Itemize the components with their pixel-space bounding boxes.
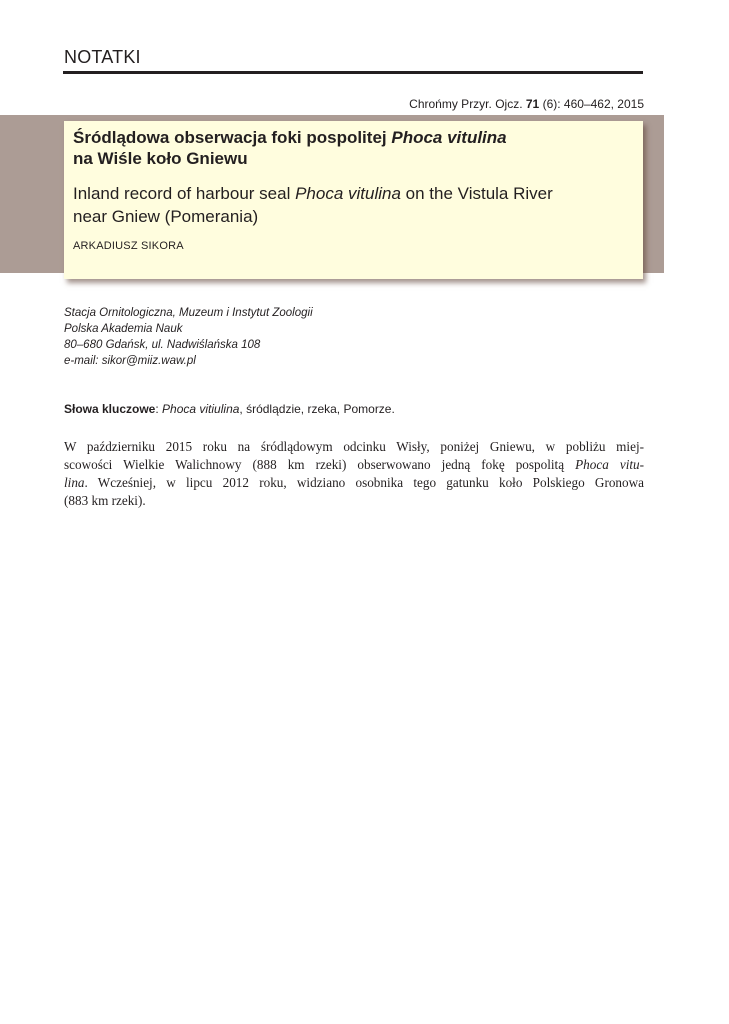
- section-divider: [63, 71, 643, 74]
- title-polish-species: Phoca vitulina: [391, 128, 507, 147]
- title-polish: [73, 127, 635, 169]
- title-english: [73, 182, 635, 228]
- affiliation-line: 80–680 Gdańsk, ul. Nadwiślańska 108: [64, 339, 261, 351]
- citation-journal: Chrońmy Przyr. Ojcz.: [409, 97, 523, 111]
- citation-volume: 71: [525, 97, 540, 111]
- title-polish-main: Śródlądowa obserwacja foki pospolitej: [73, 128, 387, 147]
- affiliation-line: Polska Akademia Nauk: [64, 323, 183, 335]
- section-header: NOTATKI: [64, 47, 141, 67]
- keywords-separator: :: [155, 402, 163, 416]
- title-english-species: Phoca vitulina: [295, 184, 401, 203]
- body-line: (883 km rzeki).: [64, 493, 146, 508]
- keywords: [64, 402, 395, 416]
- citation-issue-pages: (6): 460–462, 2015: [542, 97, 644, 111]
- title-polish-line2: na Wiśle koło Gniewu: [73, 149, 248, 168]
- body-species: lina: [64, 475, 85, 490]
- title-english-part2: on the Vistula River: [405, 184, 553, 203]
- body-line: [64, 456, 644, 474]
- keywords-species: Phoca vitiulina: [162, 402, 240, 416]
- affiliation-line: Stacja Ornitologiczna, Muzeum i Instytut Zoologii: [64, 307, 313, 319]
- journal-citation: [409, 97, 644, 111]
- title-english-part1: Inland record of harbour seal: [73, 184, 291, 203]
- body-line: [64, 474, 644, 492]
- body-line: W październiku 2015 roku na śródlądowym odcinku Wisły, poniżej Gniewu, w pobliżu miej-: [64, 439, 644, 454]
- affiliation-email: e-mail: sikor@miiz.waw.pl: [64, 355, 196, 367]
- body-text-segment: . Wcześniej, w lipcu 2012 roku, widziano osobnika tego gatunku koło Polskiego Gronowa: [84, 475, 644, 490]
- body-species: Phoca vitu-: [575, 457, 645, 472]
- author-affiliation: [64, 305, 313, 369]
- keywords-label: Słowa kluczowe: [64, 402, 156, 416]
- title-box: [64, 121, 643, 279]
- title-english-line2: near Gniew (Pomerania): [73, 207, 259, 226]
- body-paragraph: [64, 438, 644, 510]
- keywords-list: , śródlądzie, rzeka, Pomorze.: [239, 402, 395, 416]
- body-text-segment: scowości Wielkie Walichnowy (888 km rzeki) obserwowano jedną fokę pospolitą: [64, 457, 565, 472]
- author-name: ARKADIUSZ SIKORA: [73, 240, 184, 252]
